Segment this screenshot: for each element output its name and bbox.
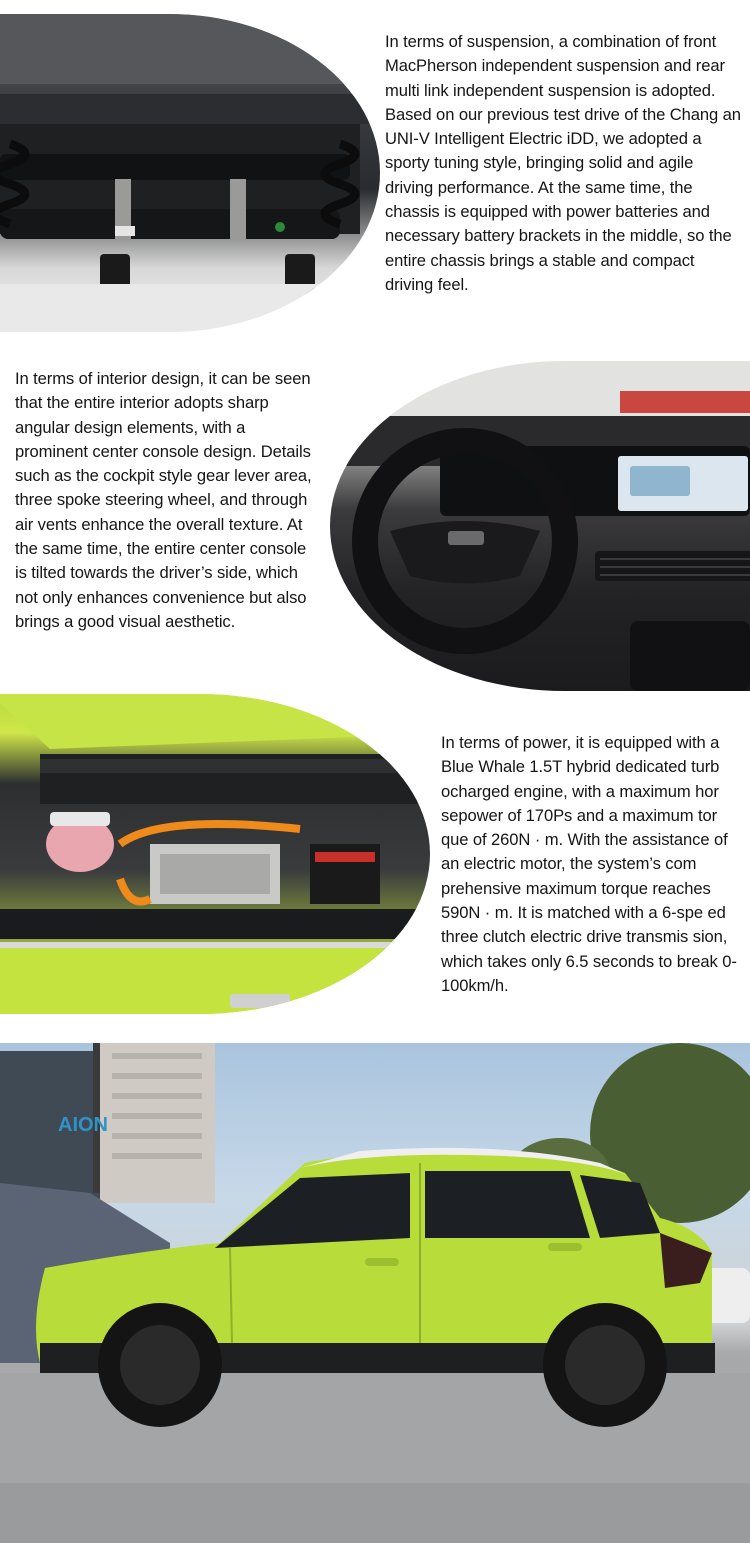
suspension-paragraph: In terms of suspension, a combination of front MacPherson independent suspension and rear multi link independent suspension is adopted. Based on our previous test drive of the Chang an UNI-V Intelligent Electric iDD, we adopted a sporty tuning style, bringing solid and agile driving performance. At the same time, the chassis is equipped with power batteries and necessary battery brackets in the middle, so the entire chassis brings a stable and compact driving feel. xyxy=(385,32,741,294)
chassis-photo xyxy=(0,14,380,332)
car-side-illustration xyxy=(0,1043,750,1543)
engine-illustration xyxy=(0,694,430,1014)
engine-bay-photo xyxy=(0,694,430,1014)
interior-photo xyxy=(330,361,750,691)
interior-section xyxy=(0,345,750,690)
power-section xyxy=(0,690,750,1035)
car-side-photo xyxy=(0,1043,750,1543)
suspension-section xyxy=(0,0,750,345)
exterior-section xyxy=(0,1043,750,1543)
aion-sign-text: AION xyxy=(58,1114,108,1136)
dashboard-illustration xyxy=(330,361,750,691)
power-paragraph: In terms of power, it is equipped with a Blue Whale 1.5T hybrid dedicated turb ocharged engine, with a maximum hor sepower of 170Ps and a maximum tor que of 260N · m. With the assistance of an electric motor, the system’s com prehensive maximum torque reaches 590N · m. It is matched with a 6-spe ed three clutch electric drive transmis sion, which takes only 6.5 seconds to break 0-100km/h. xyxy=(441,733,737,995)
interior-paragraph: In terms of interior design, it can be seen that the entire interior adopts sharp angular design elements, with a prominent center console design. Details such as the cockpit style gear lever area, three spoke steering wheel, and through air vents enhance the overall texture. At the same time, the entire center console is tilted towards the driver’s side, which not only enhances convenience but also brings a good visual aesthetic. xyxy=(15,369,312,631)
chassis-illustration xyxy=(0,14,380,332)
